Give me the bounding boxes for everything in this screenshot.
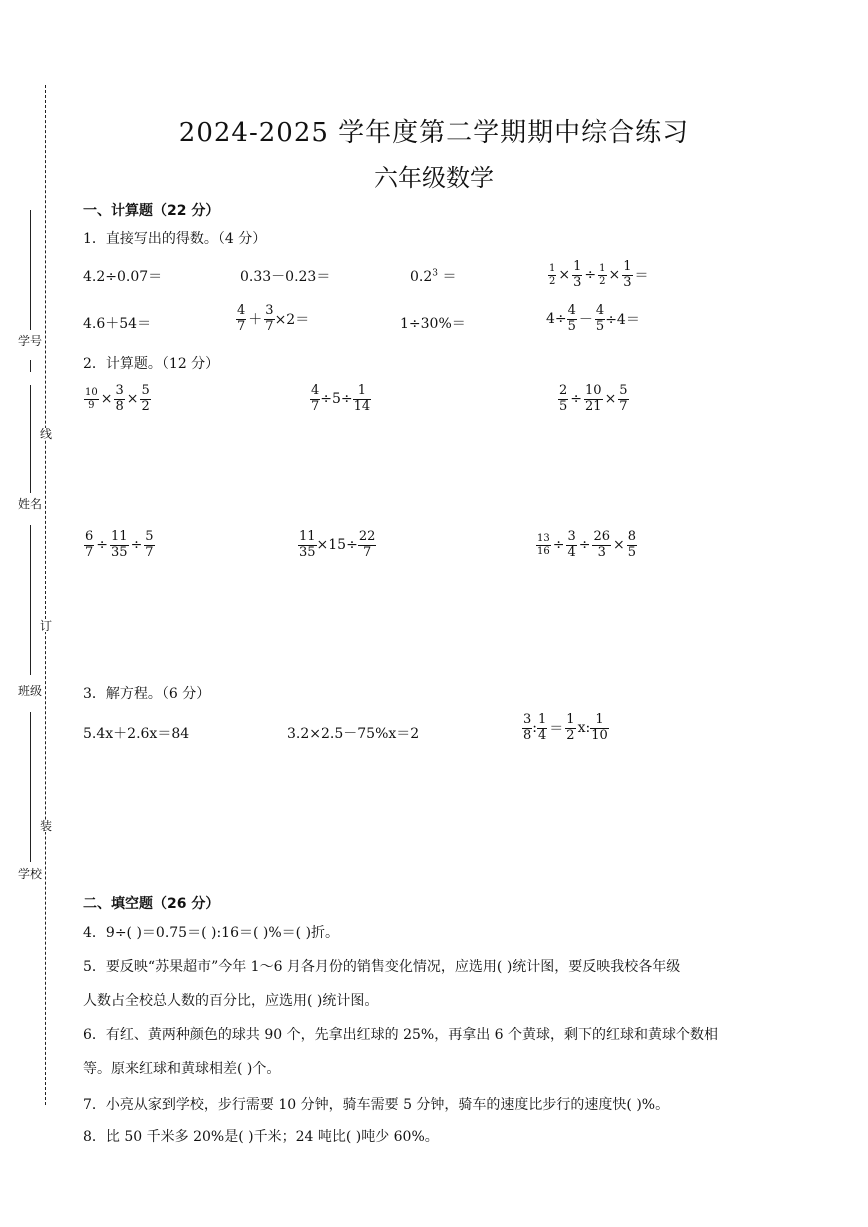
q1-item-f: $\frac{4}{7}$ ＋ $\frac{3}{7}$ ×2＝ — [237, 303, 310, 334]
exam-title: 2024-2025 学年度第二学期期中综合练习 — [178, 118, 690, 148]
q7-text: 7．小亮从家到学校，步行需要 10 分钟，骑车需要 5 分钟，骑车的速度比步行的速度快( )%。 — [83, 1097, 670, 1113]
q2-expr-3: $\frac{2}{5}$ ÷ $\frac{10}{21}$ × $\frac{5}{7}$ — [559, 383, 628, 414]
q2-expr-1: $\frac{10}{9}$ × $\frac{3}{8}$ × $\frac{5}{2}$ — [85, 383, 150, 414]
q4-text: 4．9÷( )＝0.75＝( ):16＝( )%＝( )折。 — [83, 925, 340, 941]
school-label: 学校 — [18, 867, 43, 881]
name-rule-2 — [30, 525, 31, 675]
name-label: 姓名 — [18, 497, 43, 511]
class-rule — [30, 712, 31, 862]
q1-item-b: 0.33－0.23＝ — [240, 269, 331, 285]
staple-mark-ding: 订 — [39, 619, 52, 633]
q2-expr-5: $\frac{11}{35}$ ×15÷ $\frac{22}{7}$ — [299, 529, 376, 560]
name-rule — [30, 385, 31, 493]
section-2-heading: 二、填空题（26 分） — [83, 896, 220, 912]
q1-label: 1．直接写出的得数。（4 分） — [83, 231, 267, 247]
q5-text-line-2: 人数占全校总人数的百分比，应选用( )统计图。 — [83, 993, 379, 1009]
q2-expr-4: $\frac{6}{7}$ ÷ $\frac{11}{35}$ ÷ $\frac{5}{7}$ — [85, 529, 154, 560]
q2-label: 2．计算题。（12 分） — [83, 356, 220, 372]
q6-text-line-1: 6．有红、黄两种颜色的球共 90 个，先拿出红球的 25%，再拿出 6 个黄球，剩下的红球和黄球个数相 — [83, 1027, 718, 1043]
q3-eq-3: $\frac{3}{8}$ : $\frac{1}{4}$ ＝ $\frac{1}{2}$ x: $\frac{1}{10}$ — [523, 712, 608, 743]
q1-item-g: 1÷30%＝ — [400, 316, 466, 332]
student-no-rule — [30, 210, 31, 330]
exam-subtitle: 六年级数学 — [374, 164, 494, 192]
student-no-label: 学号 — [18, 334, 43, 348]
q3-eq-1: 5.4x＋2.6x＝84 — [83, 726, 190, 742]
q3-eq-2: 3.2×2.5－75%x＝2 — [287, 726, 420, 742]
q5-text-line-1: 5．要反映“苏果超市”今年 1～6 月各月份的销售变化情况，应选用( )统计图，要反映我校各年级 — [83, 959, 681, 975]
q8-text: 8．比 50 千米多 20%是( )千米；24 吨比( )吨少 60%。 — [83, 1129, 439, 1145]
class-label: 班级 — [18, 684, 43, 698]
q1-item-a: 4.2÷0.07＝ — [83, 269, 163, 285]
q1-item-d: $\frac{1}{2}$ × $\frac{1}{3}$ ÷ $\frac{1}{2}$ × $\frac{1}{3}$ ＝ — [549, 259, 649, 290]
binding-dashed-line — [45, 85, 46, 1105]
q2-expr-2: $\frac{4}{7}$ ÷5÷ $\frac{1}{14}$ — [311, 383, 371, 414]
q1-item-h: 4÷ $\frac{4}{5}$ － $\frac{4}{5}$ ÷4＝ — [546, 303, 640, 334]
q1-item-c: $0.2^3$ ＝ — [410, 268, 457, 285]
section-1-heading: 一、计算题（22 分） — [83, 203, 220, 219]
q6-text-line-2: 等。原来红球和黄球相差( )个。 — [83, 1061, 281, 1077]
student-no-rule-2 — [30, 360, 31, 372]
line-mark: 线 — [39, 427, 52, 441]
q1-item-e: 4.6＋54＝ — [83, 316, 152, 332]
q2-expr-6: $\frac{13}{16}$ ÷ $\frac{3}{4}$ ÷ $\frac{26}{3}$ × $\frac{8}{5}$ — [537, 529, 637, 560]
staple-mark-zhuang: 装 — [39, 819, 52, 833]
q3-label: 3．解方程。（6 分） — [83, 686, 211, 702]
